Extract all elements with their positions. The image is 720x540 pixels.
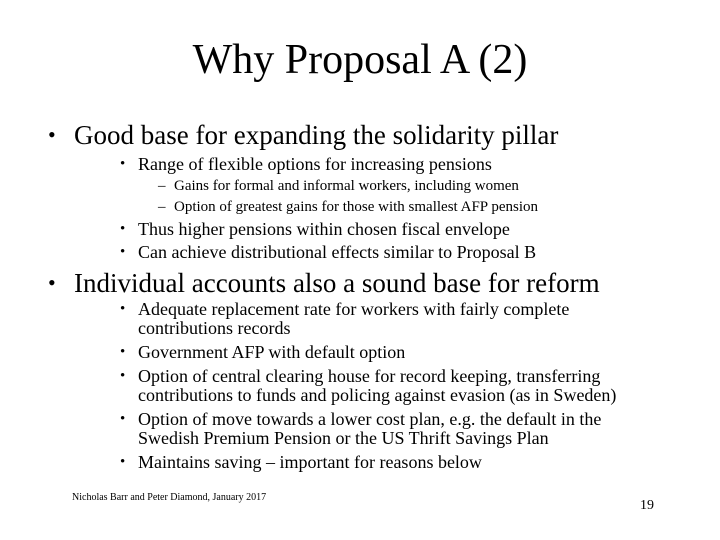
list-item-text-line: Option of move towards a lower cost plan, e.g. the default in the xyxy=(138,409,602,429)
list-item-text-line: contributions records xyxy=(138,318,291,338)
sub-list-item-text: Gains for formal and informal workers, including women xyxy=(174,178,519,194)
list-item-text-line: Option of central clearing house for record keeping, transferring xyxy=(138,366,601,386)
bullet: • xyxy=(120,244,126,260)
bullet: • xyxy=(48,122,56,147)
list-item-text-line: Swedish Premium Pension or the US Thrift Savings Plan xyxy=(138,428,549,448)
dash: – xyxy=(158,199,166,215)
list-item-text-line: Adequate replacement rate for workers with fairly complete xyxy=(138,299,570,319)
section-heading-text: Individual accounts also a sound base for reform xyxy=(74,268,600,298)
bullet: • xyxy=(120,156,126,172)
bullet: • xyxy=(120,301,126,317)
list-item-text-line: contributions to funds and policing against evasion (as in Sweden) xyxy=(138,385,617,405)
dash: – xyxy=(158,178,166,194)
bullet: • xyxy=(48,270,56,295)
bullet: • xyxy=(120,454,126,470)
bullet: • xyxy=(120,221,126,237)
bullet: • xyxy=(120,344,126,360)
list-item-text: Can achieve distributional effects similar to Proposal B xyxy=(138,242,537,262)
sub-list-item-text: Option of greatest gains for those with smallest AFP pension xyxy=(174,199,538,215)
list-item-text-line: Government AFP with default option xyxy=(138,342,406,362)
bullet: • xyxy=(120,368,126,384)
section-heading-text: Good base for expanding the solidarity pillar xyxy=(74,120,559,150)
footer-attribution: Nicholas Barr and Peter Diamond, January 2017 xyxy=(72,492,267,503)
list-item-text-line: Maintains saving – important for reasons below xyxy=(138,452,482,472)
page-number: 19 xyxy=(640,498,654,513)
list-item-text: Thus higher pensions within chosen fiscal envelope xyxy=(138,219,510,239)
list-item-text: Range of flexible options for increasing pensions xyxy=(138,154,492,174)
slide-title: Why Proposal A (2) xyxy=(192,37,528,83)
bullet: • xyxy=(120,411,126,427)
